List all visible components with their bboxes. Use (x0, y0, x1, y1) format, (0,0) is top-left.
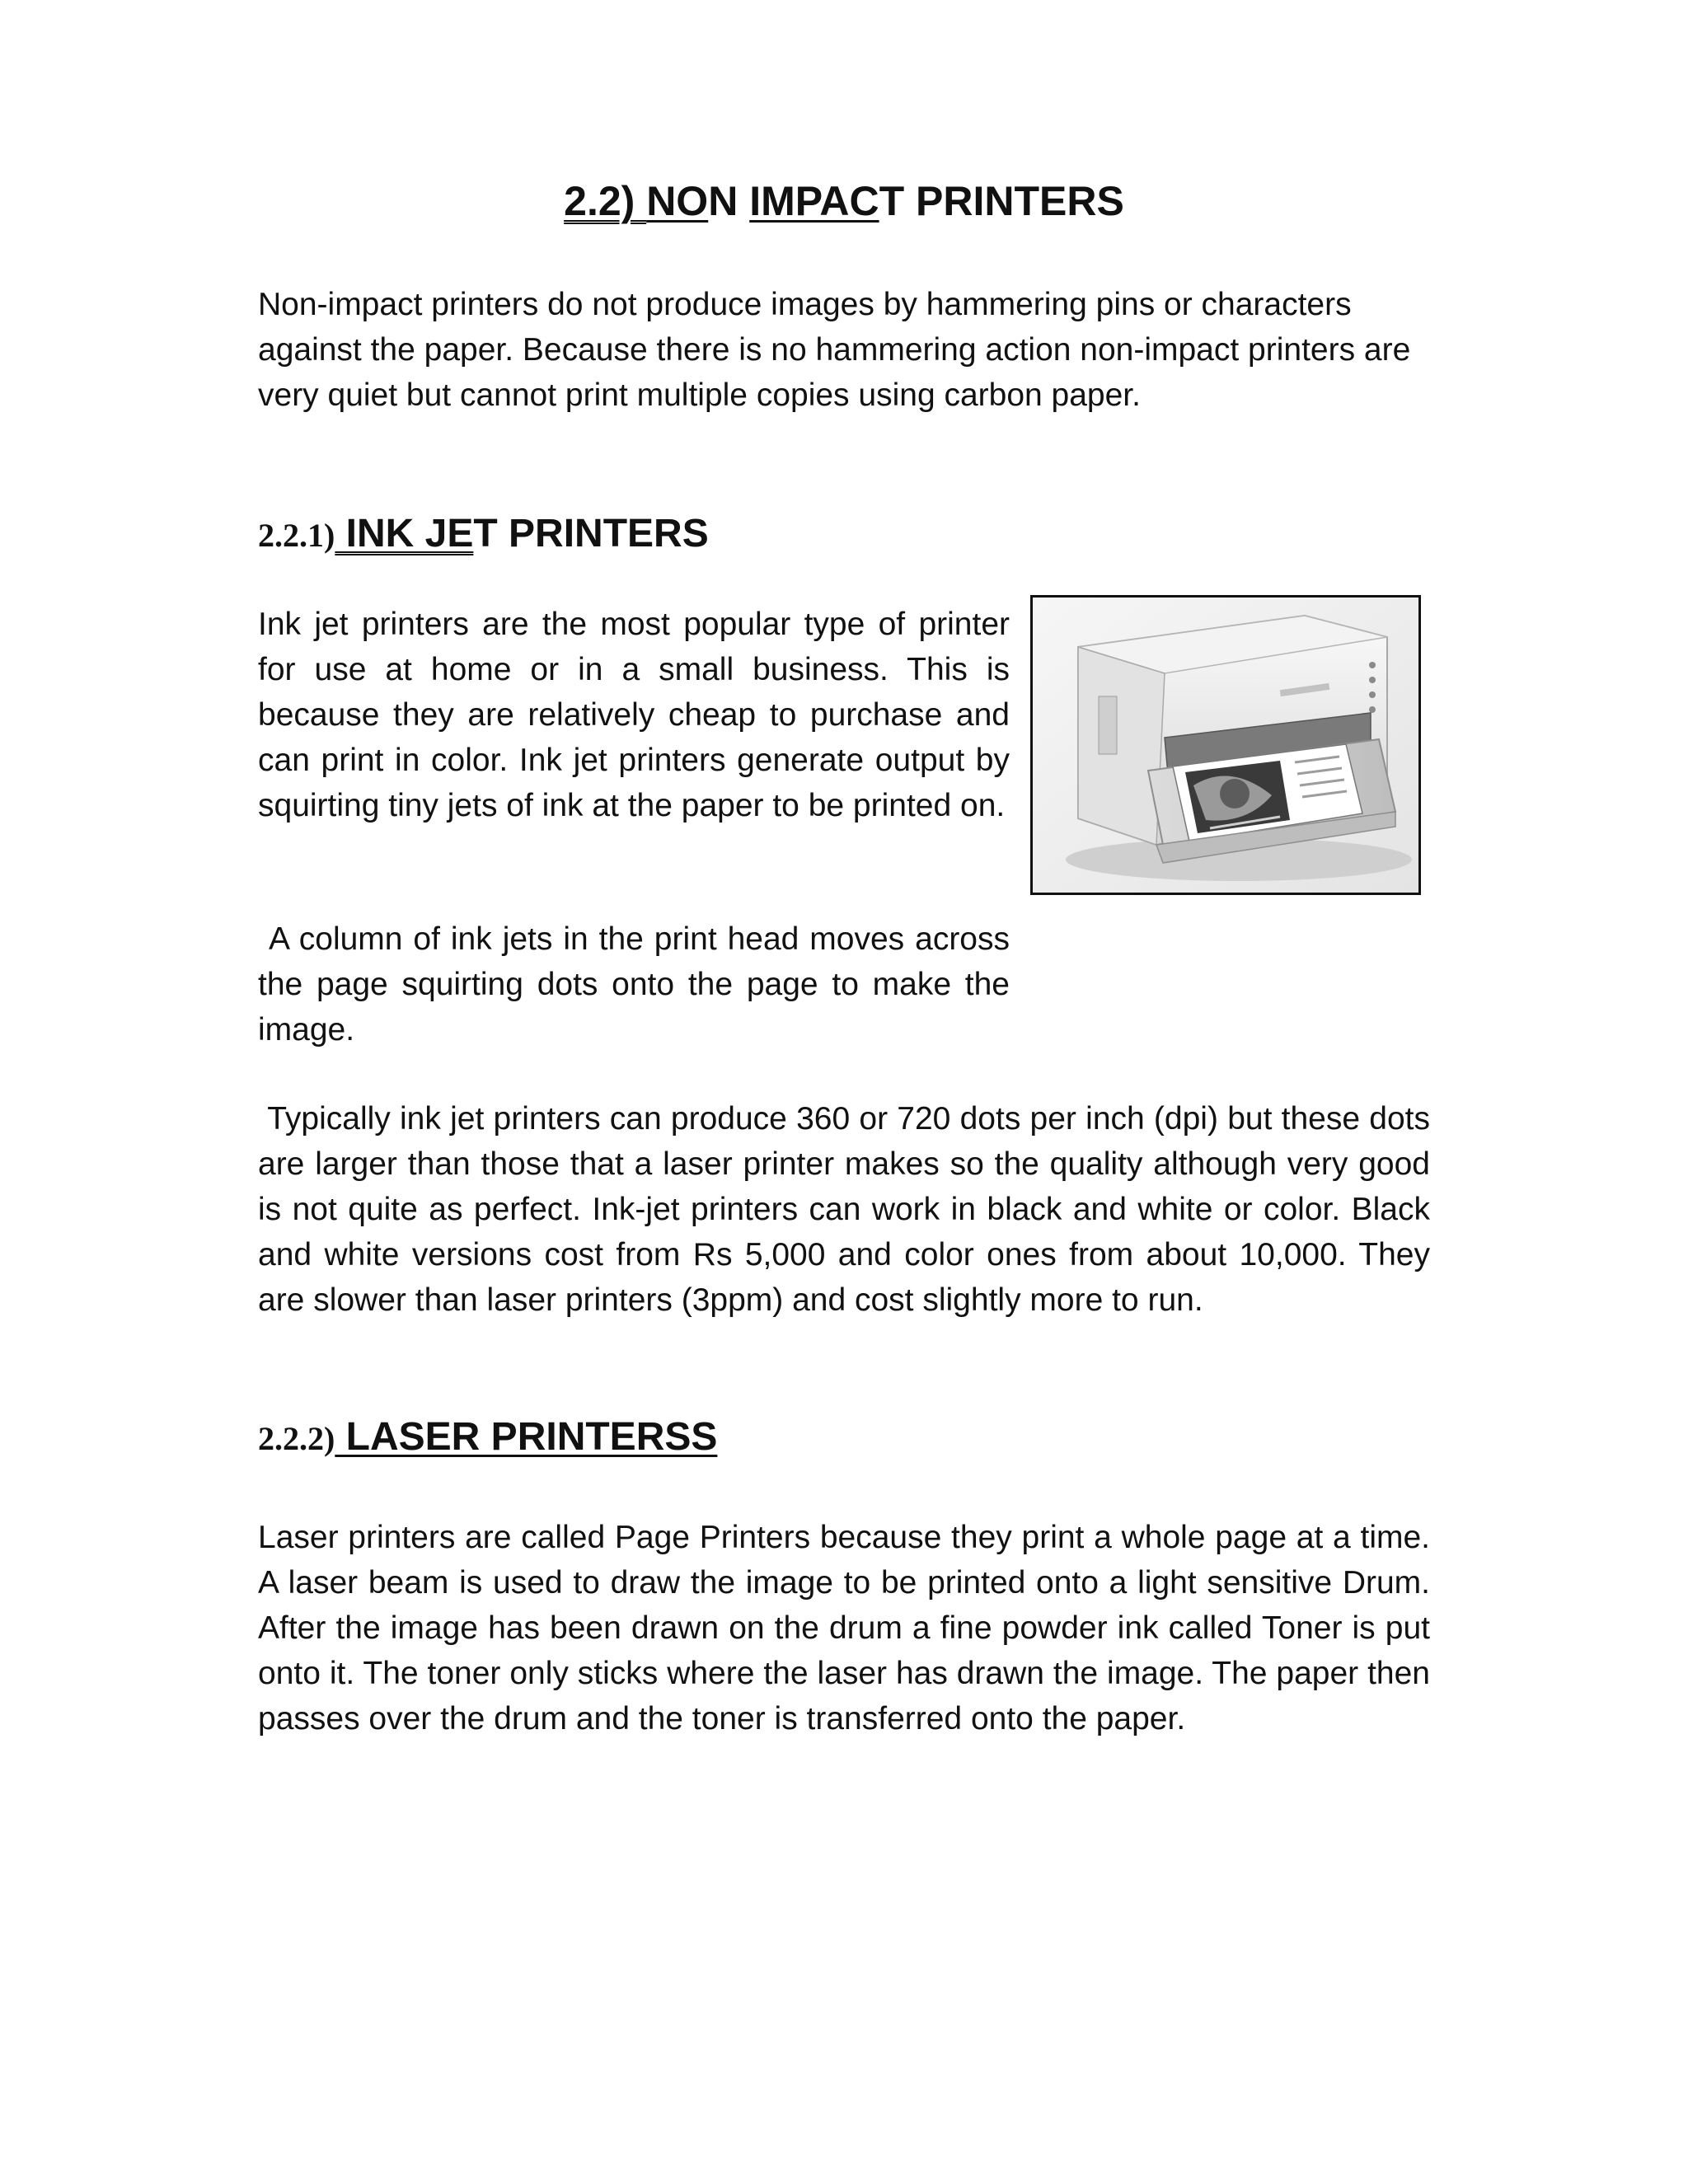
title-part-n: N (708, 178, 750, 224)
inkjet-paragraph-2: A column of ink jets in the print head moves across the page squirting dots onto the page to make the image. (258, 921, 1010, 1047)
title-part-no: NO (646, 178, 709, 224)
laser-paragraph-1: Laser printers are called Page Printers because they print a whole page at a time. A laser beam is used to draw the image to be printed onto a light sensitive Drum. After the image has been drawn on the drum a fine powder ink called Toner is put onto it. The toner only sticks where the laser has drawn the image. The paper then passes over the drum and the toner is transferred onto the paper. (258, 1520, 1430, 1736)
laser-heading (258, 1414, 717, 1460)
inkjet-paragraph-3: Typically ink jet printers can produce 360 or 720 dots per inch (dpi) but these dots are larger than those that a laser printer makes so the quality although very good is not quite as perfect. Ink-jet printers can work in black and white or color. Black and white versions cost from Rs 5,000 and color ones from about 10,000. They are slower than laser printers (3ppm) and cost slightly more to run. (258, 1101, 1430, 1318)
title-part-printers: T PRINTERS (879, 178, 1124, 224)
inkjet-title-part-1: INK JE (335, 512, 474, 555)
laser-title: LASER PRINTERSS (335, 1415, 718, 1459)
intro-paragraph: Non-impact printers do not produce images by hammering pins or characters against the paper. Because there is no hammering action non-impact printers are very quiet but cannot print multiple copies using carbon paper. (258, 287, 1411, 413)
inkjet-printer-image (1030, 595, 1421, 895)
page-title (0, 175, 1688, 227)
inkjet-title-part-2: T PRINTERS (473, 512, 709, 555)
inkjet-heading (258, 511, 709, 556)
laser-section-number: 2.2.2) (258, 1420, 335, 1457)
printer-illustration-icon (1033, 598, 1418, 893)
title-part-impac: IMPAC (749, 178, 879, 224)
inkjet-section-number: 2.2.1) (258, 517, 335, 554)
inkjet-paragraph-1: Ink jet printers are the most popular type of printer for use at home or in a small business. This is because they are relatively cheap to purchase and can print in color. Ink jet printers generate output by squirting tiny jets of ink at the paper to be printed on. (258, 607, 1010, 823)
title-number: 2.2) (564, 178, 647, 224)
